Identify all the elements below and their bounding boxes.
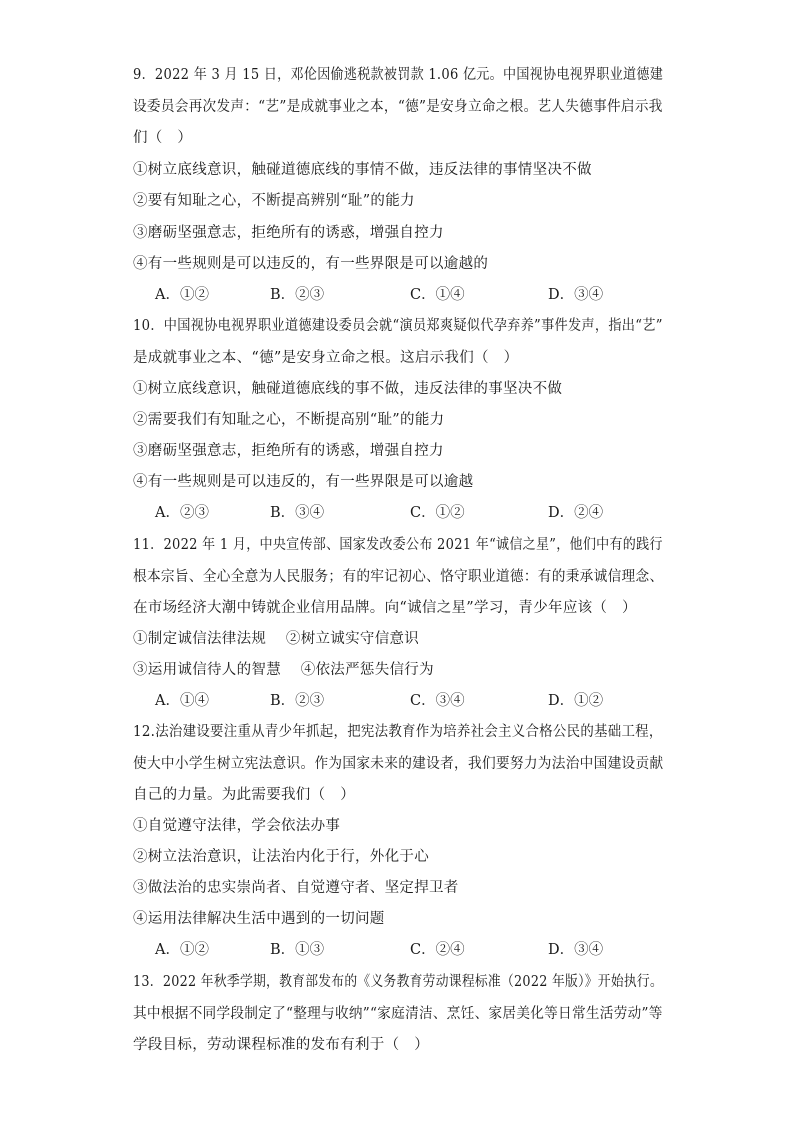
q11-statements-1-2: ①制定诚信法律法规 ②树立诚实守信意识 [133,631,420,647]
q9-statement-4: ④有一些规则是可以违反的，有一些界限是可以逾越的 [133,256,489,272]
q11-stem-line-3: 在市场经济大潮中铸就企业信用品牌。向“诚信之星”学习，青少年应该（ ） [133,600,637,616]
q10-statement-3: ③磨砺坚强意志，拒绝所有的诱惑，增强自控力 [133,443,444,459]
q9-statement-2: ②要有知耻之心，不断提高辨别“耻”的能力 [133,193,415,209]
q10-option-a[interactable]: A．②③ [155,505,209,521]
q13-stem-line-2: 其中根据不同学段制定了“整理与收纳”“家庭清洁、烹饪、家居美化等日常生活劳动”等 [133,1006,663,1022]
q12-statement-3: ③做法治的忠实崇尚者、自觉遵守者、坚定捍卫者 [133,880,459,896]
q13-stem-line-1: 13．2022 年秋季学期，教育部发布的《义务教育劳动课程标准（2022 年版）》开始执行。 [133,974,664,990]
q12-stem-line-1: 12.法治建设要注重从青少年抓起，把宪法教育作为培养社会主义合格公民的基础工程， [133,724,663,740]
q10-statement-1: ①树立底线意识，触碰道德底线的事不做，违反法律的事坚决不做 [133,381,563,397]
q10-options [0,503,794,523]
q12-statement-2: ②树立法治意识，让法治内化于行，外化于心 [133,849,429,865]
q9-option-d[interactable]: D．③④ [548,287,604,303]
q10-stem-line-2: 是成就事业之本、“德”是安身立命之根。这启示我们（ ） [133,350,519,366]
q11-options [0,691,794,711]
q11-stem-line-1: 11．2022 年 1 月，中央宣传部、国家发改委公布 2021 年“诚信之星”，他们中有的践行 [133,537,663,553]
q9-stem-line-1: 9．2022 年 3 月 15 日，邓伦因偷逃税款被罚款 1.06 亿元。中国视协电视界职业道德建 [133,67,664,83]
q10-stem-line-1: 10．中国视协电视界职业道德建设委员会就“演员郑爽疑似代孕弃养”事件发声，指出“艺” [133,318,663,334]
q9-option-a[interactable]: A．①② [155,287,209,303]
q11-option-a[interactable]: A．①④ [155,693,209,709]
q12-stem-line-3: 自己的力量。为此需要我们（ ） [133,787,355,803]
q9-options [0,285,794,305]
q12-option-c[interactable]: C．②④ [410,942,465,958]
q13-stem-line-3: 学段目标，劳动课程标准的发布有利于（ ） [133,1037,429,1053]
q11-statements-3-4: ③运用诚信待人的智慧 ④依法严惩失信行为 [133,662,434,678]
q10-option-d[interactable]: D．②④ [548,505,604,521]
q11-option-d[interactable]: D．①② [548,693,604,709]
q12-option-a[interactable]: A．①② [155,942,209,958]
q12-options [0,940,794,960]
q11-option-c[interactable]: C．③④ [410,693,465,709]
q9-stem-line-2: 设委员会再次发声：“艺”是成就事业之本，“德”是安身立命之根。艺人失德事件启示我 [133,99,663,115]
q12-statement-4: ④运用法律解决生活中遇到的一切问题 [133,911,385,927]
q11-option-b[interactable]: B．②③ [270,693,325,709]
q9-stem-line-3: 们（ ） [133,130,193,146]
q9-option-c[interactable]: C．①④ [410,287,465,303]
q12-option-b[interactable]: B．①③ [270,942,325,958]
q10-option-c[interactable]: C．①② [410,505,465,521]
q10-statement-4: ④有一些规则是可以违反的，有一些界限是可以逾越 [133,474,474,490]
q9-statement-3: ③磨砺坚强意志，拒绝所有的诱惑，增强自控力 [133,225,444,241]
q12-statement-1: ①自觉遵守法律，学会依法办事 [133,818,341,834]
q9-statement-1: ①树立底线意识，触碰道德底线的事情不做，违反法律的事情坚决不做 [133,162,592,178]
q10-option-b[interactable]: B．③④ [270,505,325,521]
q10-statement-2: ②需要我们有知耻之心，不断提高别“耻”的能力 [133,412,445,428]
q12-stem-line-2: 使大中小学生树立宪法意识。作为国家未来的建设者，我们要努力为法治中国建设贡献 [133,756,664,772]
q11-stem-line-2: 根本宗旨、全心全意为人民服务；有的牢记初心、恪守职业道德：有的秉承诚信理念、 [133,569,664,585]
q9-option-b[interactable]: B．②③ [270,287,325,303]
q12-option-d[interactable]: D．③④ [548,942,604,958]
